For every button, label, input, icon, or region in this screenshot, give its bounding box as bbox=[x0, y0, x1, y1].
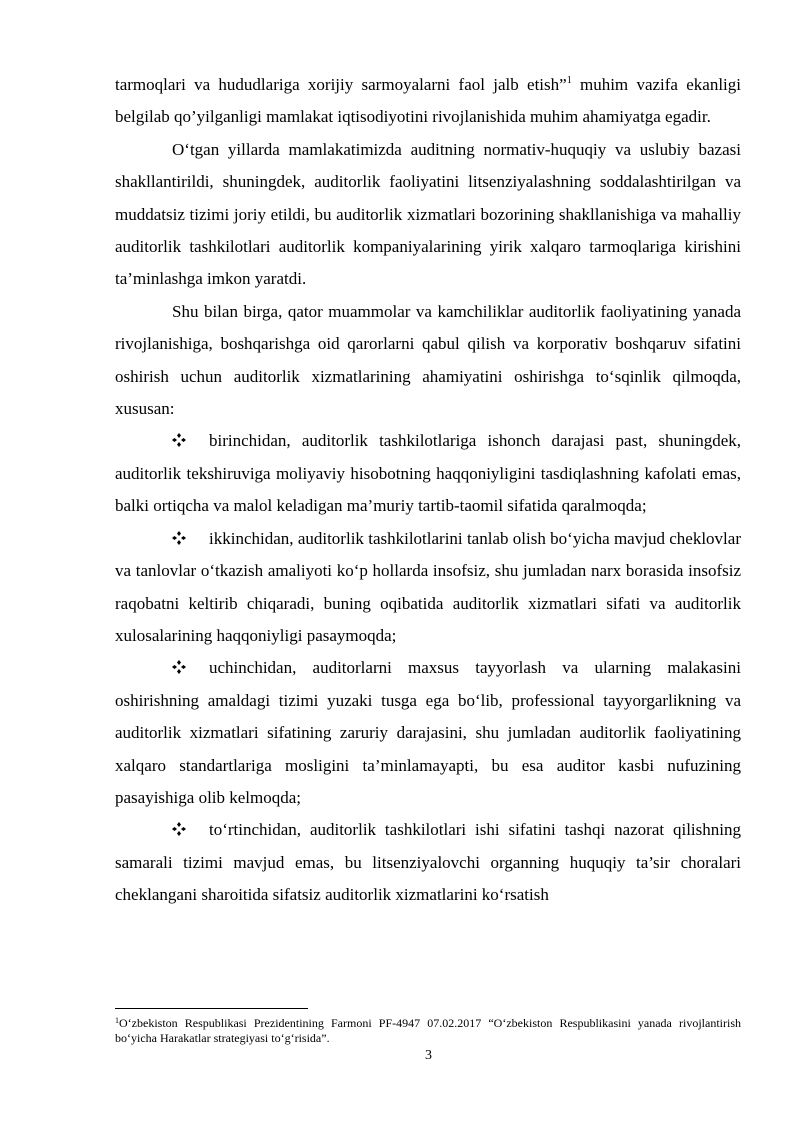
list-item bbox=[115, 523, 741, 653]
list-item bbox=[115, 814, 741, 911]
footnote bbox=[115, 1016, 741, 1046]
list-item-text: to‘rtinchidan, auditorlik tashkilotlari ishi sifatini tashqi nazorat qilishning samarali tizimi mavjud emas, bu litsenziyalovchi organning huquqiy ta’sir choralari cheklangani sharoitida sifatsiz auditorlik xizmatlarini ko‘rsatish bbox=[115, 820, 741, 905]
intro-text: tarmoqlari va hududlariga xorijiy sarmoyalarni faol jalb etish” bbox=[115, 75, 567, 94]
footnote-marker: 1 bbox=[115, 1016, 119, 1025]
paragraph-problems: Shu bilan birga, qator muammolar va kamchiliklar auditorlik faoliyatining yanada rivojlanishiga, boshqarishga oid qarorlarni qabul qilish va korporativ boshqaruv sifatini oshirish uchun auditorlik xizmatlarining ahamiyatini oshirishga to‘sqinlik qilmoqda, xususan: bbox=[115, 301, 741, 419]
four-diamond-bullet-icon bbox=[172, 652, 209, 684]
four-diamond-bullet-icon bbox=[172, 814, 209, 846]
four-diamond-bullet-icon bbox=[172, 523, 209, 555]
body-text bbox=[115, 69, 741, 912]
intro-paragraph bbox=[115, 69, 741, 134]
intro-tail-text: muhim vazifa ekanligi belgilab qo’yilganligi mamlakat iqtisodiyotini rivojlanishida muhim ahamiyatga egadir. bbox=[115, 75, 742, 127]
footnote-divider bbox=[115, 1008, 308, 1009]
four-diamond-bullet-icon bbox=[172, 425, 209, 457]
paragraph-audit-base: O‘tgan yillarda mamlakatimizda auditning normativ-huquqiy va uslubiy bazasi shakllantirildi, shuningdek, auditorlik faoliyatini litsenziyalashning soddalashtirilgan va muddatsiz tizimi joriy etildi, bu auditorlik xizmatlari bozorining shakllanishiga va mahalliy auditorlik tashkilotlari auditorlik kompaniyalarining yirik xalqaro tarmoqlariga kirishini ta’minlashga imkon yaratdi. bbox=[115, 139, 741, 289]
page-number: 3 bbox=[425, 1048, 432, 1063]
footnote-text: O‘zbekiston Respublikasi Prezidentining Farmoni PF-4947 07.02.2017 “O‘zbekiston Respublikasini yanada rivojlantirish bo‘yicha Harakatlar strategiyasi to‘g‘risida”. bbox=[115, 1016, 741, 1045]
list-item-text: uchinchidan, auditorlarni maxsus tayyorlash va ularning malakasini oshirishning amaldagi tizimi yuzaki tusga ega bo‘lib, professional tayyorgarlikning va auditorlik xizmatlari sifatining zaruriy darajasini, shu jumladan auditorlik faoliyatining xalqaro standartlariga mosligini ta’minlamayapti, bu esa auditor kasbi nufuzining pasayishiga olib kelmoqda; bbox=[115, 658, 741, 807]
list-item bbox=[115, 425, 741, 522]
list-item-text: ikkinchidan, auditorlik tashkilotlarini tanlab olish bo‘yicha mavjud cheklovlar va tanlovlar o‘tkazish amaliyoti ko‘p hollarda insofsiz, shu jumladan narx borasida insofsiz raqobatni keltirib chiqaradi, buning oqibatida auditorlik xizmatlari sifati va auditorlik xulosalarining haqqoniyligi pasaymoqda; bbox=[115, 528, 741, 645]
list-item bbox=[115, 652, 741, 814]
footnote-reference[interactable]: 1 bbox=[566, 75, 572, 86]
list-item-text: birinchidan, auditorlik tashkilotlariga ishonch darajasi past, shuningdek, auditorlik tekshiruviga moliyaviy hisobotning haqqoniyligini tasdiqlashning kafolati emas, balki ortiqcha va malol keladigan ma’muriy tartib-taomil sifatida qaralmoqda; bbox=[115, 431, 741, 516]
